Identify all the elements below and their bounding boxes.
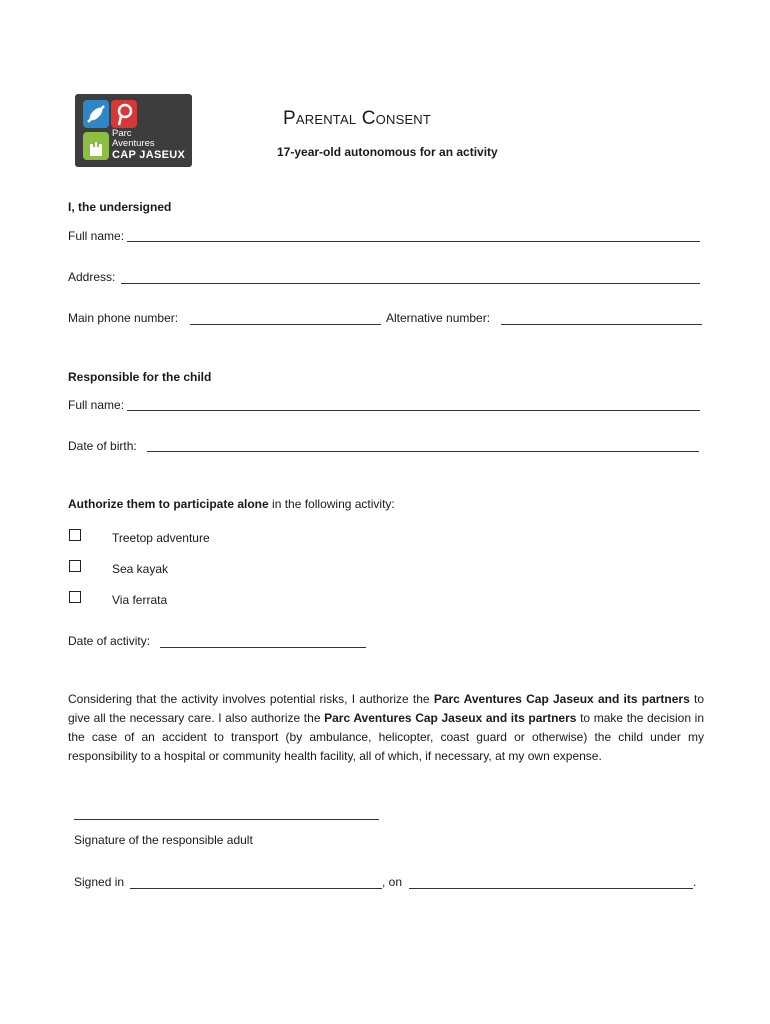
- consent-paragraph: [68, 690, 704, 766]
- kayak-icon: [83, 100, 109, 128]
- castle-icon: [83, 132, 109, 160]
- treetop-checkbox[interactable]: [69, 529, 81, 541]
- signed-on-date-field[interactable]: [409, 888, 693, 889]
- sea-kayak-checkbox[interactable]: [69, 560, 81, 572]
- child-full-name-field[interactable]: [127, 410, 700, 411]
- via-ferrata-checkbox[interactable]: [69, 591, 81, 603]
- authorize-bold: Authorize them to participate alone: [68, 497, 269, 511]
- activity-date-field[interactable]: [160, 647, 366, 648]
- full-name-field[interactable]: [127, 241, 700, 242]
- consent-text-3: to make the decision in the case of an accident to transport (by ambulance, helicopter, coast guard or otherwise) the child under my responsibility to a hospital or community health facility, all of which, if necessary, at my own expense.: [68, 711, 704, 763]
- child-full-name-label: Full name:: [68, 398, 125, 412]
- signed-end-period: .: [693, 875, 697, 889]
- park-logo: [75, 94, 192, 167]
- activity-date-label: Date of activity:: [68, 634, 151, 648]
- treetop-label: Treetop adventure: [112, 531, 210, 545]
- page-title: Parental Consent: [283, 108, 432, 129]
- signature-field[interactable]: [74, 819, 379, 820]
- balloon-icon: [111, 100, 137, 128]
- page-subtitle: 17-year-old autonomous for an activity: [277, 145, 498, 159]
- via-ferrata-label: Via ferrata: [112, 593, 168, 607]
- consent-bold-2: Parc Aventures Cap Jaseux and its partners: [324, 711, 577, 725]
- full-name-label: Full name:: [68, 229, 125, 243]
- consent-text-1: Considering that the activity involves potential risks, I authorize the: [68, 692, 434, 706]
- consent-bold-1: Parc Aventures Cap Jaseux and its partners: [433, 692, 690, 706]
- consent-text-2: to give all the necessary care. I also authorize the: [68, 692, 705, 725]
- signature-label: Signature of the responsible adult: [74, 833, 253, 847]
- signed-in-label: Signed in: [74, 875, 125, 889]
- dob-label: Date of birth:: [68, 439, 137, 453]
- child-heading: Responsible for the child: [68, 370, 212, 384]
- main-phone-field[interactable]: [190, 324, 381, 325]
- authorize-statement: [68, 497, 395, 511]
- alt-phone-label: Alternative number:: [386, 311, 491, 325]
- sea-kayak-label: Sea kayak: [112, 562, 169, 576]
- address-field[interactable]: [121, 283, 700, 284]
- address-label: Address:: [68, 270, 116, 284]
- logo-text-line3: CAP JASEUX: [112, 149, 186, 161]
- logo-text-line1: Parc: [112, 128, 132, 139]
- logo-text-line2: Aventures: [112, 138, 155, 149]
- main-phone-label: Main phone number:: [68, 311, 179, 325]
- undersigned-heading: I, the undersigned: [68, 200, 172, 214]
- dob-field[interactable]: [147, 451, 699, 452]
- alt-phone-field[interactable]: [501, 324, 702, 325]
- signed-on-label: , on: [382, 875, 403, 889]
- signed-in-place-field[interactable]: [130, 888, 382, 889]
- authorize-rest: in the following activity:: [268, 497, 395, 511]
